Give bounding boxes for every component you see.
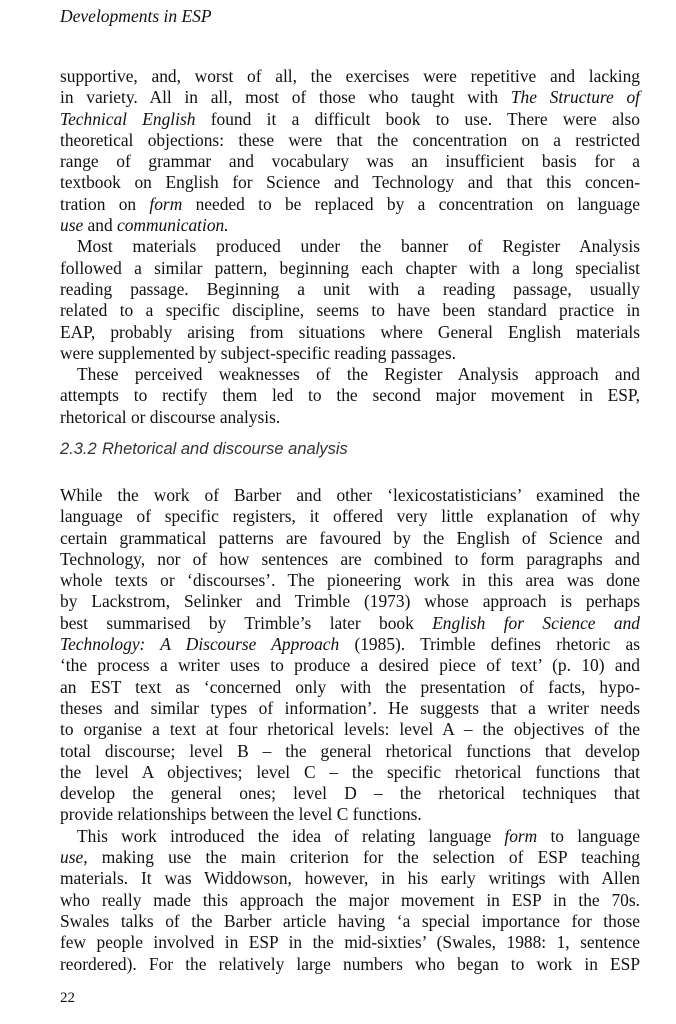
italic-text: The Structure of xyxy=(510,87,640,108)
text-line xyxy=(60,300,640,321)
text-run: Swales talks of the Barber article having ‘a special importance for those xyxy=(60,910,640,931)
text-run: to language xyxy=(537,825,640,846)
text-run: range of grammar and vocabulary was an insufficient basis for a xyxy=(60,151,640,172)
text-run: supportive, and, worst of all, the exercises were repetitive and lacking xyxy=(60,66,640,86)
text-run: develop the general ones; level D – the rhetorical techniques that xyxy=(60,783,640,804)
text-line xyxy=(60,66,640,87)
text-line xyxy=(60,364,640,385)
text-line xyxy=(60,911,640,932)
italic-text: communication. xyxy=(117,215,229,236)
text-run: an EST text as ‘concerned only with the presentation of facts, hypo- xyxy=(60,676,640,697)
text-run: rhetorical or discourse analysis. xyxy=(60,406,281,427)
text-run: to organise a text at four rhetorical levels: level A – the objectives of the xyxy=(60,719,640,740)
text-run: found it a difficult book to use. There were also xyxy=(195,108,641,129)
text-line xyxy=(60,258,640,279)
text-run: related to a specific discipline, seems to have been standard practice in xyxy=(60,300,640,321)
italic-text: use xyxy=(60,215,84,236)
italic-text: form xyxy=(149,193,183,214)
text-line xyxy=(60,109,640,130)
italic-text: Technical English xyxy=(60,108,196,129)
text-line xyxy=(60,591,640,612)
text-line xyxy=(60,194,640,215)
text-line xyxy=(60,385,640,406)
text-run: While the work of Barber and other ‘lexicostatisticians’ examined the xyxy=(60,485,640,505)
text-run: Most materials produced under the banner of Register Analysis xyxy=(77,236,640,257)
text-run: theses and similar types of information’. He suggests that a writer needs xyxy=(60,697,640,718)
text-run: who really made this approach the major movement in ESP in the 70s. xyxy=(60,889,640,910)
text-line xyxy=(60,954,640,975)
text-run: reordered). For the relatively large numbers who began to work in ESP xyxy=(60,953,640,974)
text-line xyxy=(60,130,640,151)
text-line xyxy=(60,677,640,698)
text-run: best summarised by Trimble’s later book xyxy=(60,612,433,633)
text-run: EAP, probably arising from situations where General English materials xyxy=(60,321,640,342)
italic-text: Technology: A Discourse Approach xyxy=(60,634,340,655)
italic-text: use xyxy=(60,847,84,868)
text-line xyxy=(60,698,640,719)
text-run: These perceived weaknesses of the Register Analysis approach and xyxy=(77,364,640,385)
body-text-top xyxy=(60,66,640,428)
text-line xyxy=(60,868,640,889)
italic-text: English for Science and xyxy=(432,612,640,633)
text-run: needed to be replaced by a concentration on language xyxy=(182,193,641,214)
section-number: 2.3.2 xyxy=(60,440,97,458)
text-line xyxy=(60,613,640,634)
text-run: few people involved in ESP in the mid-sixties’ (Swales, 1988: 1, sentence xyxy=(60,932,640,953)
text-line xyxy=(60,762,640,783)
text-run: in variety. All in all, most of those who taught with xyxy=(60,87,511,108)
text-line xyxy=(60,847,640,868)
text-line xyxy=(60,783,640,804)
text-line xyxy=(60,570,640,591)
text-run: , making use the main criterion for the selection of ESP teaching xyxy=(83,847,640,868)
text-line xyxy=(60,506,640,527)
text-run: (1985). Trimble defines rhetoric as xyxy=(339,634,640,655)
text-line xyxy=(60,279,640,300)
text-line xyxy=(60,804,640,825)
text-line xyxy=(60,719,640,740)
text-line xyxy=(60,87,640,108)
section-title: Rhetorical and discourse analysis xyxy=(102,440,348,458)
text-line xyxy=(60,932,640,953)
text-line xyxy=(60,485,640,506)
text-run: tration on xyxy=(60,193,150,214)
text-line xyxy=(60,890,640,911)
text-run: theoretical objections: these were that the concentration on a restricted xyxy=(60,129,640,150)
text-run: This work introduced the idea of relating language xyxy=(77,825,505,846)
text-line xyxy=(60,343,640,364)
text-line xyxy=(60,172,640,193)
text-line xyxy=(60,655,640,676)
body-text-bottom xyxy=(60,485,640,975)
italic-text: form xyxy=(504,825,538,846)
text-line xyxy=(60,549,640,570)
text-line xyxy=(60,741,640,762)
text-run: were supplemented by subject-specific reading passages. xyxy=(60,342,456,363)
text-run: ‘the process a writer uses to produce a desired piece of text’ (p. 10) and xyxy=(60,655,640,676)
text-run: certain grammatical patterns are favoured by the English of Science and xyxy=(60,527,640,548)
text-run: whole texts or ‘discourses’. The pioneering work in this area was done xyxy=(60,570,640,591)
text-line xyxy=(60,322,640,343)
text-run: and xyxy=(83,215,117,236)
text-line xyxy=(60,634,640,655)
text-run: the level A objectives; level C – the specific rhetorical functions that xyxy=(60,761,640,782)
text-line xyxy=(60,151,640,172)
text-run: followed a similar pattern, beginning each chapter with a long specialist xyxy=(60,257,640,278)
text-line xyxy=(60,215,640,236)
text-line xyxy=(60,236,640,257)
section-heading xyxy=(60,440,348,459)
text-run: attempts to rectify them led to the second major movement in ESP, xyxy=(60,385,640,406)
text-run: textbook on English for Science and Technology and that this concen- xyxy=(60,172,640,193)
text-run: reading passage. Beginning a unit with a reading passage, usually xyxy=(60,278,640,299)
text-run: materials. It was Widdowson, however, in his early writings with Allen xyxy=(60,868,640,889)
text-run: language of specific registers, it offered very little explanation of why xyxy=(60,506,640,527)
text-run: total discourse; level B – the general rhetorical functions that develop xyxy=(60,740,640,761)
text-line xyxy=(60,407,640,428)
text-line xyxy=(60,528,640,549)
text-line xyxy=(60,826,640,847)
text-run: provide relationships between the level C functions. xyxy=(60,804,422,825)
text-run: by Lackstrom, Selinker and Trimble (1973) whose approach is perhaps xyxy=(60,591,640,612)
running-head: Developments in ESP xyxy=(60,6,212,26)
text-run: Technology, nor of how sentences are combined to form paragraphs and xyxy=(60,548,640,569)
page-number: 22 xyxy=(60,990,75,1006)
